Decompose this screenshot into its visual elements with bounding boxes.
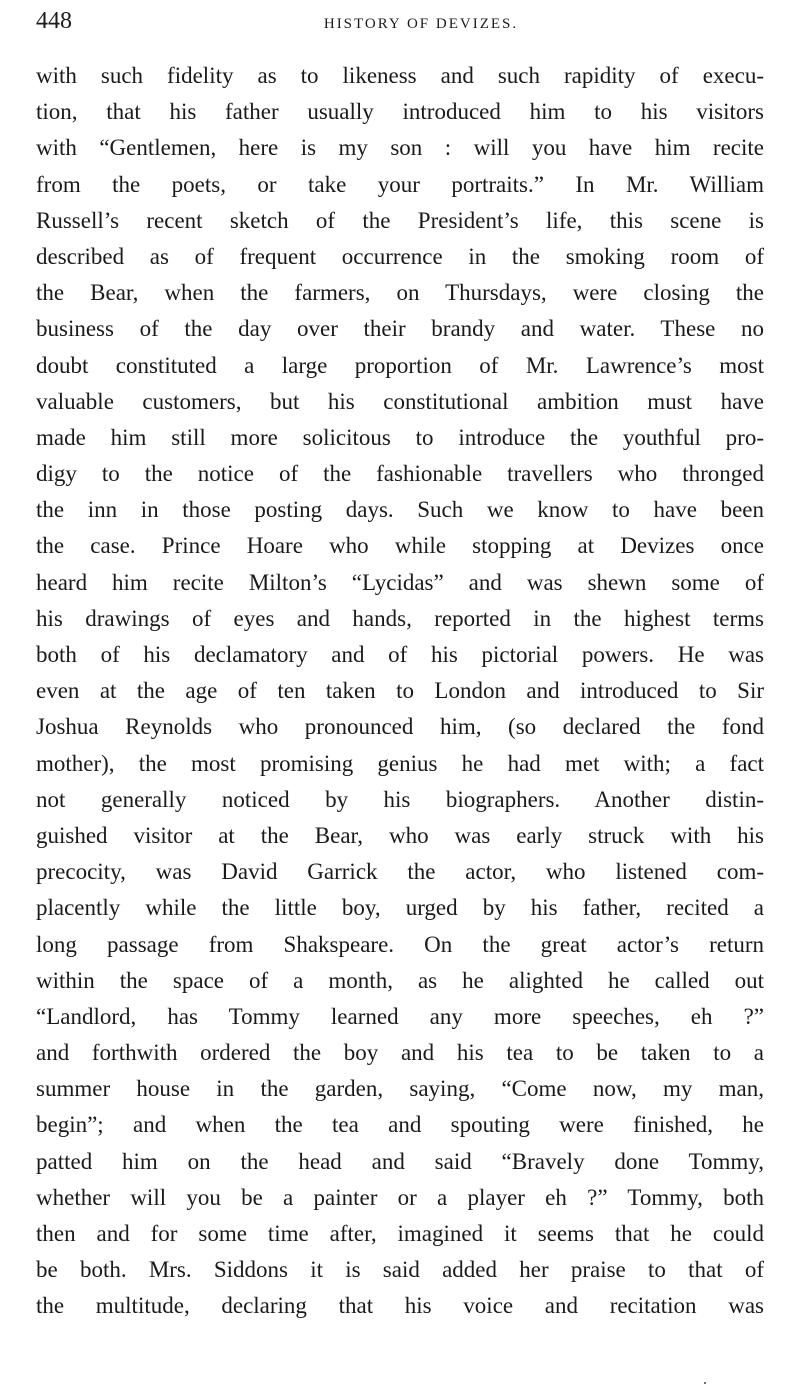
text-line: tion, that his father usually introduced him to his visitors — [36, 99, 764, 125]
text-line: be both. Mrs. Siddons it is said added her praise to that of — [36, 1257, 764, 1283]
text-line: placently while the little boy, urged by his father, recited a — [36, 895, 764, 921]
text-line: his drawings of eyes and hands, reported in the highest terms — [36, 605, 764, 631]
text-line: valuable customers, but his constitutional ambition must have — [36, 388, 764, 414]
text-line: then and for some time after, imagined it seems that he could — [36, 1221, 764, 1246]
body-text — [36, 58, 764, 1325]
text-line: with such fidelity as to likeness and such rapidity of execu- — [36, 63, 764, 88]
text-line: within the space of a month, as he alighted he called out — [36, 967, 764, 993]
text-line: Russell’s recent sketch of the President’s life, this scene is — [36, 207, 764, 233]
text-line: made him still more solicitous to introduce the youthful pro- — [36, 424, 764, 450]
text-line: described as of frequent occurrence in the smoking room of — [36, 243, 764, 269]
text-line: begin”; and when the tea and spouting were finished, he — [36, 1112, 764, 1138]
page-header — [36, 6, 766, 40]
text-line: even at the age of ten taken to London and introduced to Sir — [36, 678, 764, 704]
text-line: the multitude, declaring that his voice and recitation was — [36, 1293, 764, 1319]
text-line: precocity, was David Garrick the actor, who listened com- — [36, 859, 764, 885]
running-title: HISTORY OF DEVIZES. — [323, 16, 519, 32]
text-line: both of his declamatory and of his pictorial powers. He was — [36, 642, 764, 667]
text-line: and forthwith ordered the boy and his tea to be taken to a — [36, 1040, 764, 1066]
text-line: digy to the notice of the fashionable travellers who thronged — [36, 461, 764, 487]
text-line: with “Gentlemen, here is my son : will you have him recite — [36, 135, 764, 161]
text-line: not generally noticed by his biographers. Another distin- — [36, 786, 764, 812]
text-line: “Landlord, has Tommy learned any more speeches, eh ?” — [36, 1003, 764, 1029]
text-line: business of the day over their brandy and water. These no — [36, 316, 764, 342]
text-line: heard him recite Milton’s “Lycidas” and was shewn some of — [36, 569, 764, 595]
text-line: whether will you be a painter or a player eh ?” Tommy, both — [36, 1184, 764, 1210]
text-line: from the poets, or take your portraits.” In Mr. William — [36, 171, 764, 197]
text-line: the Bear, when the farmers, on Thursdays, were closing the — [36, 280, 764, 306]
text-line: patted him on the head and said “Bravely done Tommy, — [36, 1148, 764, 1174]
text-line: the inn in those posting days. Such we know to have been — [36, 497, 764, 523]
text-line: Joshua Reynolds who pronounced him, (so declared the fond — [36, 714, 764, 740]
text-line: long passage from Shakspeare. On the great actor’s return — [36, 931, 764, 957]
text-line: doubt constituted a large proportion of Mr. Lawrence’s most — [36, 352, 764, 378]
text-line: summer house in the garden, saying, “Come now, my man, — [36, 1076, 764, 1102]
text-line: the case. Prince Hoare who while stopping at Devizes once — [36, 533, 764, 559]
print-speck — [704, 1382, 706, 1384]
text-line: mother), the most promising genius he had met with; a fact — [36, 750, 764, 776]
text-line: guished visitor at the Bear, who was early struck with his — [36, 822, 764, 848]
page-number: 448 — [36, 8, 72, 34]
